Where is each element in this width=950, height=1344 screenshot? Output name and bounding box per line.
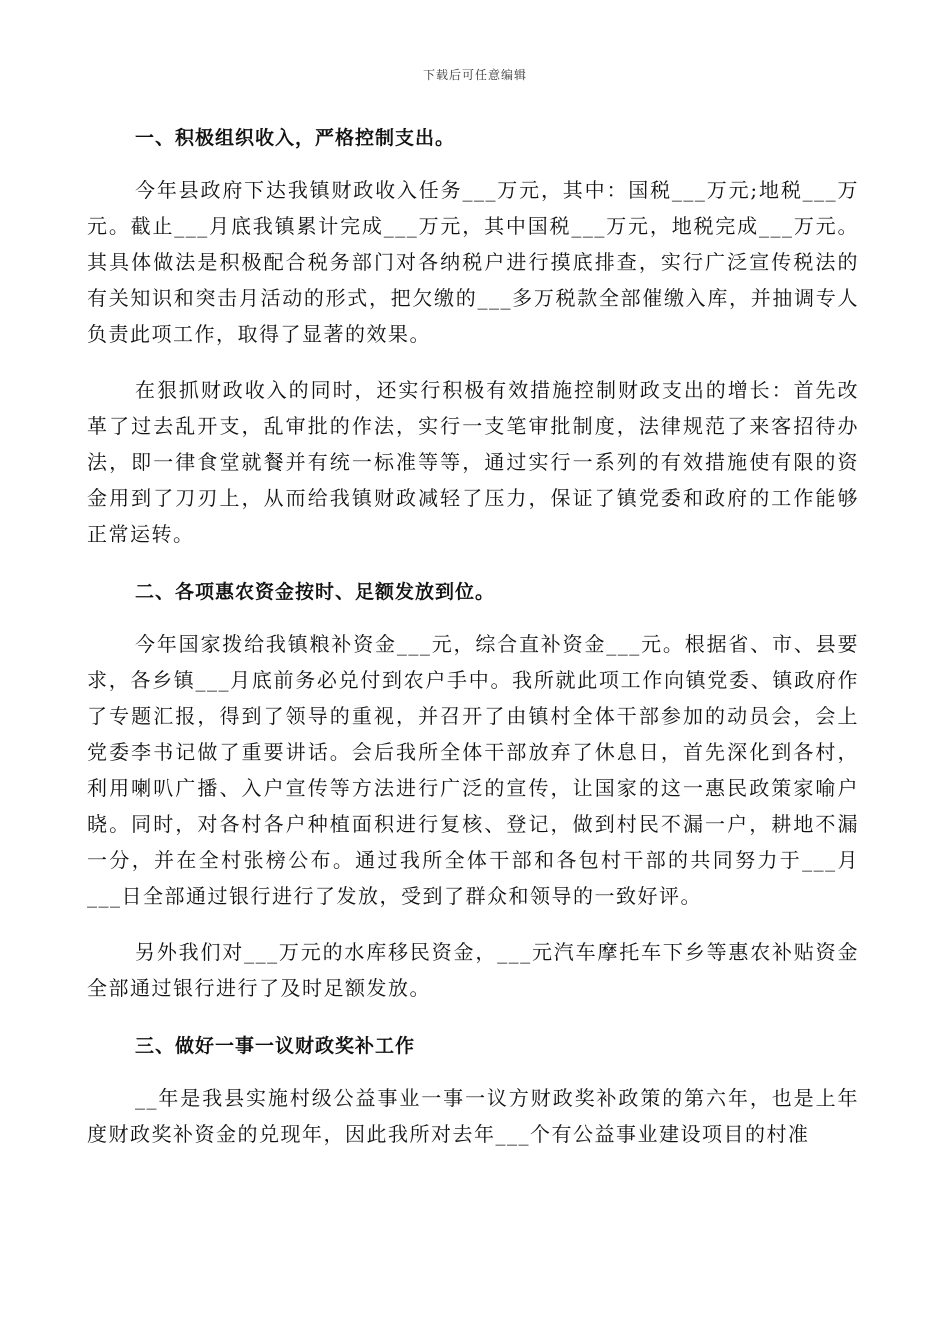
document-body xyxy=(87,118,859,1152)
section-heading-2: 二、各项惠农资金按时、足额发放到位。 xyxy=(135,581,496,603)
paragraph-1-2: 在狠抓财政收入的同时，还实行积极有效措施控制财政支出的增长：首先改革了过去乱开支，乱审批的作法，实行一支笔审批制度，法律规范了来客招待办法，即一律食堂就餐并有统一标准等等，通过实行一系列的有效措施使有限的资金用到了刀刃上，从而给我镇财政减轻了压力，保证了镇党委和政府的工作能够正常运转。 xyxy=(87,378,859,546)
paragraph-1-1: 今年县政府下达我镇财政收入任务___万元，其中：国税___万元;地税___万元。截止___月底我镇累计完成___万元，其中国税___万元，地税完成___万元。其具体做法是积极配合税务部门对各纳税户进行摸底排查，实行广泛宣传税法的有关知识和突击月活动的形式，把欠缴的___多万税款全部催缴入库，并抽调专人负责此项工作，取得了显著的效果。 xyxy=(87,178,859,346)
header-note: 下载后可任意编辑 xyxy=(422,68,527,82)
section-heading-3: 三、做好一事一议财政奖补工作 xyxy=(135,1035,416,1057)
paragraph-2-2: 另外我们对___万元的水库移民资金，___元汽车摩托车下乡等惠农补贴资金全部通过银行进行了及时足额发放。 xyxy=(87,940,859,1000)
section-heading-1: 一、积极组织收入，严格控制支出。 xyxy=(135,127,456,149)
paragraph-2-1: 今年国家拨给我镇粮补资金___元，综合直补资金___元。根据省、市、县要求，各乡镇___月底前务必兑付到农户手中。我所就此项工作向镇党委、镇政府作了专题汇报，得到了领导的重视，并召开了由镇村全体干部参加的动员会，会上党委李书记做了重要讲话。会后我所全体干部放弃了休息日，首先深化到各村，利用喇叭广播、入户宣传等方法进行广泛的宣传，让国家的这一惠民政策家喻户晓。同时，对各村各户种植面积进行复核、登记，做到村民不漏一户，耕地不漏一分，并在全村张榜公布。通过我所全体干部和各包村干部的共同努力于___月___日全部通过银行进行了发放，受到了群众和领导的一致好评。 xyxy=(87,632,859,908)
paragraph-3-1: __年是我县实施村级公益事业一事一议方财政奖补政策的第六年，也是上年度财政奖补资金的兑现年，因此我所对去年___个有公益事业建设项目的村准 xyxy=(87,1086,859,1146)
